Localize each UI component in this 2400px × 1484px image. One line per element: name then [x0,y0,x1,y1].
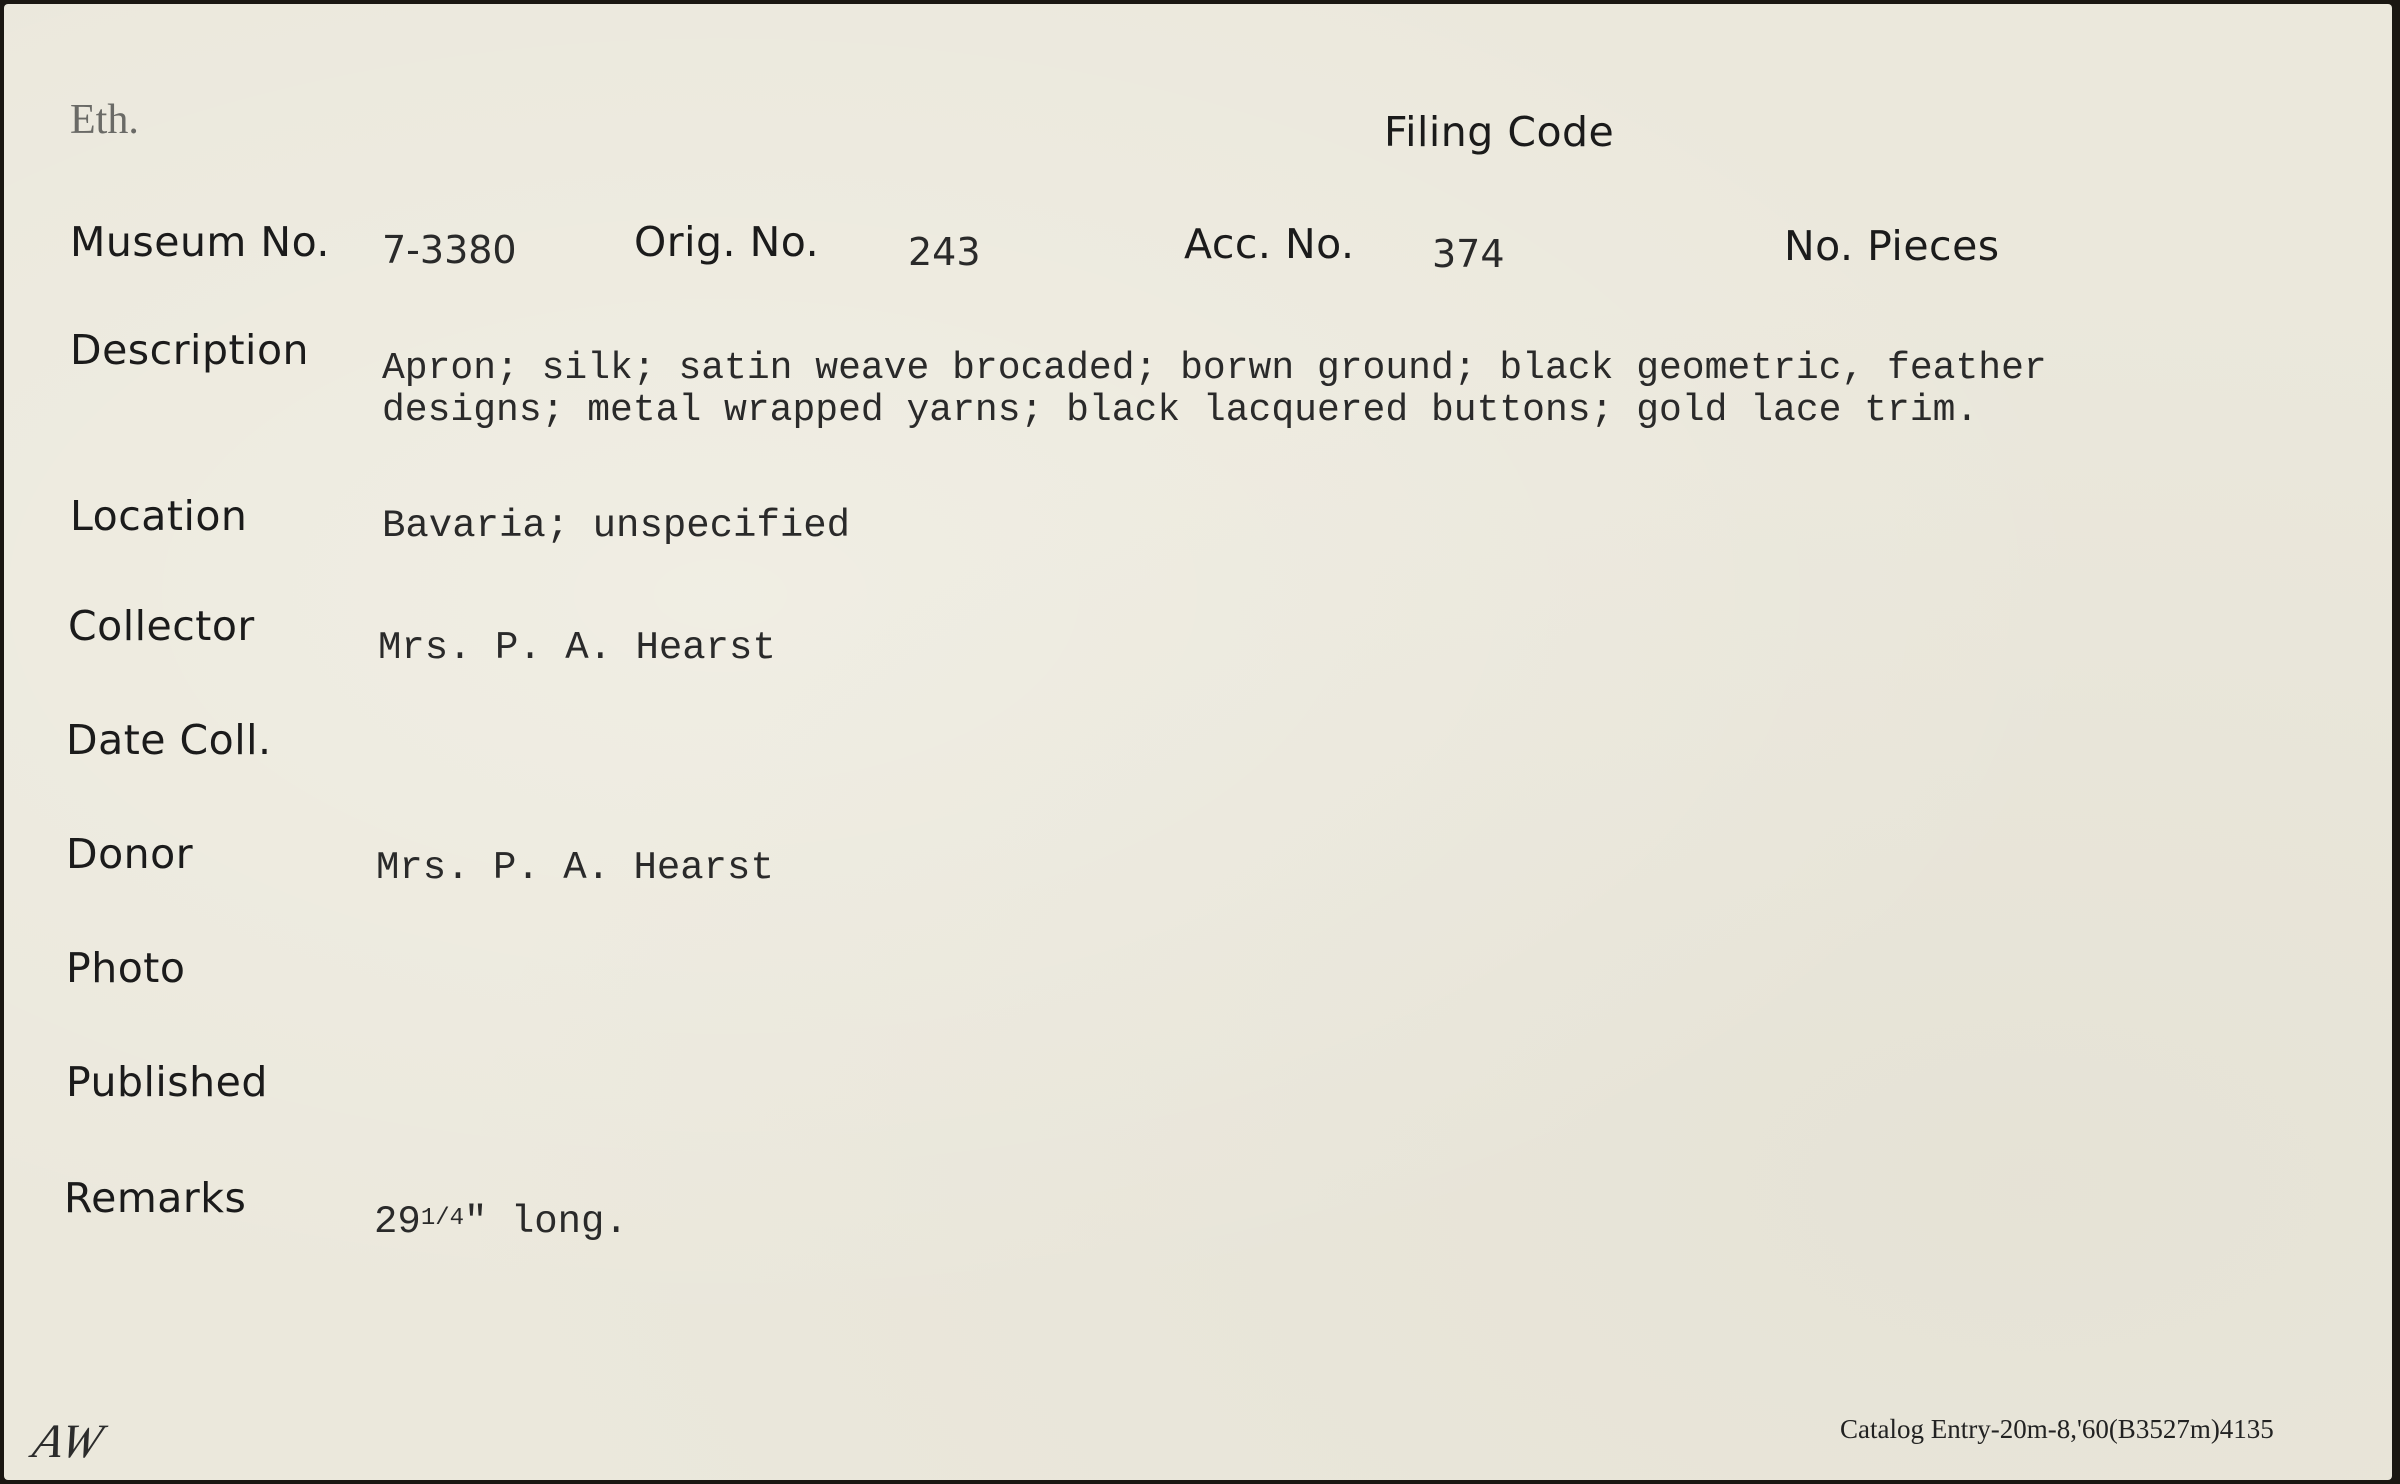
catalog-entry-footer: Catalog Entry-20m-8,'60(B3527m)4135 [1840,1414,2274,1444]
donor-value: Mrs. P. A. Hearst [376,846,774,890]
location-value: Bavaria; unspecified [382,504,851,548]
collector-value: Mrs. P. A. Hearst [378,626,776,670]
description-line-2: designs; metal wrapped yarns; black lacquered buttons; gold lace trim. [382,389,1979,432]
acc-no-label: Acc. No. [1184,220,1355,268]
department-label: Eth. [70,97,139,143]
collector-label: Collector [68,602,255,650]
description-label: Description [70,326,310,374]
description-line-1: Apron; silk; satin weave brocaded; borwn ground; black geometric, feather [382,347,2047,390]
donor-label: Donor [66,830,194,878]
location-label: Location [70,492,248,540]
orig-no-label: Orig. No. [634,218,820,266]
remarks-value [374,1200,628,1244]
filing-code-label: Filing Code [1384,108,1615,156]
date-coll-label: Date Coll. [66,716,272,764]
museum-no-label: Museum No. [70,218,330,266]
remarks-rest: " long. [464,1200,628,1244]
catalog-card [4,4,2392,1480]
acc-no-value: 374 [1432,232,1505,276]
remarks-fraction: 1/4 [420,1205,465,1232]
no-pieces-label: No. Pieces [1784,222,2000,270]
museum-no-value: 7-3380 [382,228,517,272]
remarks-label: Remarks [64,1174,247,1222]
handwritten-initials: AW [28,1415,108,1468]
remarks-whole: 29 [374,1200,421,1244]
orig-no-value: 243 [908,230,981,274]
published-label: Published [66,1058,268,1106]
photo-label: Photo [66,944,186,992]
